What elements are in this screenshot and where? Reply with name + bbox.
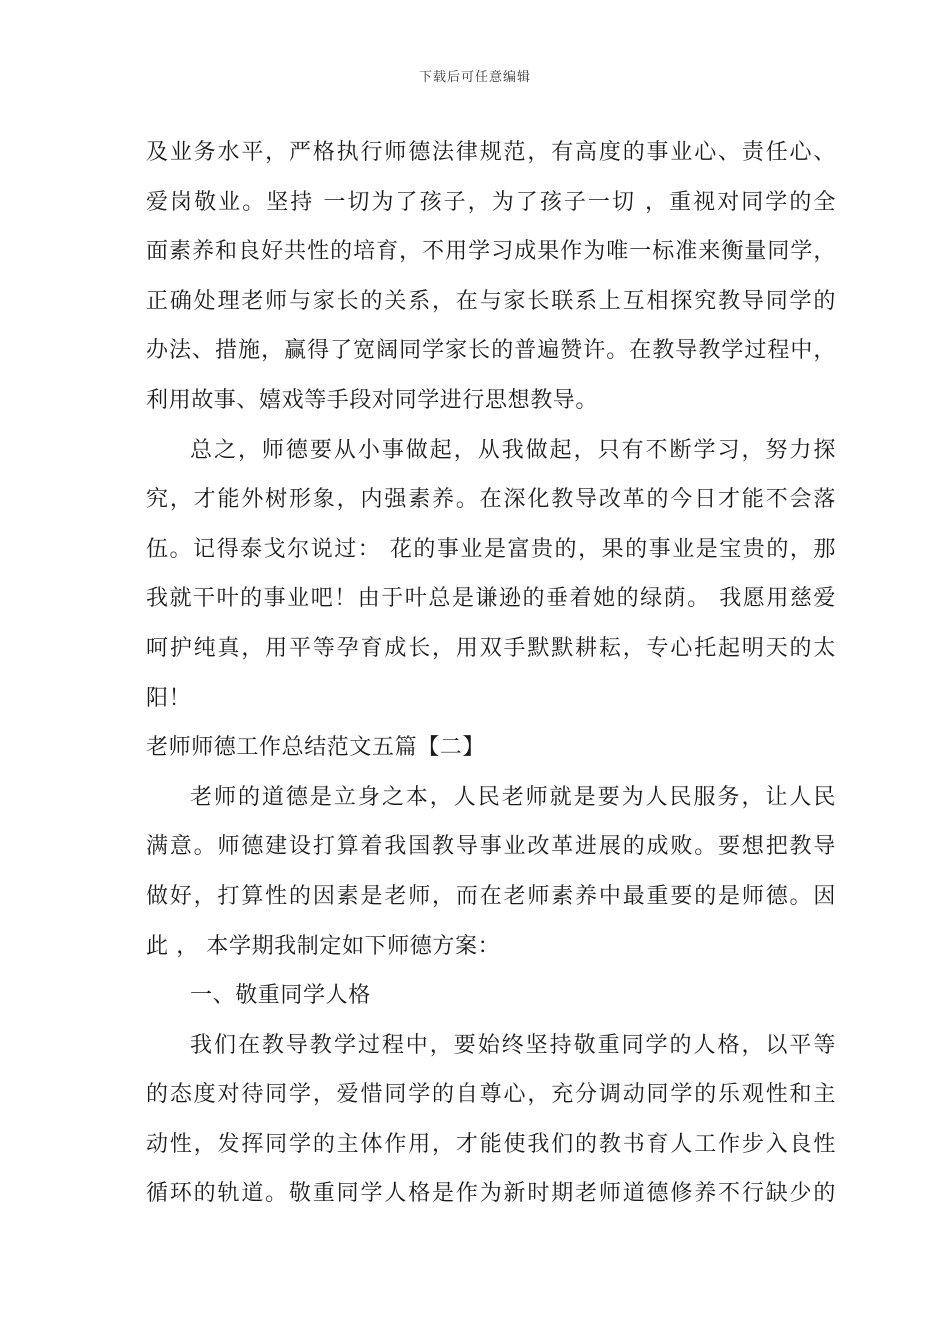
body-line: 做好，打算性的因素是老师，而在老师素养中最重要的是师德。因 — [146, 883, 836, 909]
body-line: 呵护纯真，用平等孕育成长，用双手默默耕耘，专心托起明天的太 — [146, 635, 836, 661]
body-line: 及业务水平，严格执行师德法律规范，有高度的事业心、责任心、 — [146, 140, 836, 165]
page-header-note: 下载后可任意编辑 — [418, 70, 531, 85]
document-body — [146, 128, 836, 1219]
body-line: 我就干叶的事业吧！由于叶总是谦逊的垂着她的绿荫。 我愿用慈爱 — [146, 586, 836, 612]
paragraph-first-line: 老师的道德是立身之本，人民老师就是要为人民服务，让人民 — [190, 784, 836, 810]
subsection-heading: 一、敬重同学人格 — [190, 983, 371, 1009]
body-line: 满意。师德建设打算着我国教导事业改革进展的成败。要想把教导 — [146, 834, 836, 860]
body-line: 循环的轨道。敬重同学人格是作为新时期老师道德修养不行缺少的 — [146, 1181, 836, 1207]
body-line: 伍。记得泰戈尔说过： 花的事业是富贵的，果的事业是宝贵的，那 — [146, 536, 836, 562]
paragraph-first-line: 我们在教导教学过程中，要始终坚持敬重同学的人格，以平等 — [190, 1032, 836, 1058]
body-line: 动性，发挥同学的主体作用，才能使我们的教书育人工作步入良性 — [146, 1131, 836, 1157]
body-line: 的态度对待同学，爱惜同学的自尊心，充分调动同学的乐观性和主 — [146, 1082, 836, 1108]
body-line: 办法、措施，赢得了宽阔同学家长的普遍赞许。在教导教学过程中， — [146, 338, 836, 364]
body-line: 阳！ — [146, 685, 192, 711]
body-line: 面素养和良好共性的培育，不用学习成果作为唯一标准来衡量同学， — [146, 239, 836, 265]
body-line: 爱岗敬业。坚持 一切为了孩子，为了孩子一切 ，重视对同学的全 — [146, 189, 836, 215]
paragraph-first-line: 总之，师德要从小事做起，从我做起，只有不断学习，努力探 — [190, 437, 836, 463]
body-line: 究，才能外树形象，内强素养。在深化教导改革的今日才能不会落 — [146, 487, 836, 513]
section-title: 老师师德工作总结范文五篇【二】 — [146, 735, 486, 761]
body-line: 此 ， 本学期我制定如下师德方案： — [146, 933, 501, 959]
body-line: 正确处理老师与家长的关系，在与家长联系上互相探究教导同学的 — [146, 288, 836, 314]
body-line: 利用故事、嬉戏等手段对同学进行思想教导。 — [146, 387, 599, 413]
